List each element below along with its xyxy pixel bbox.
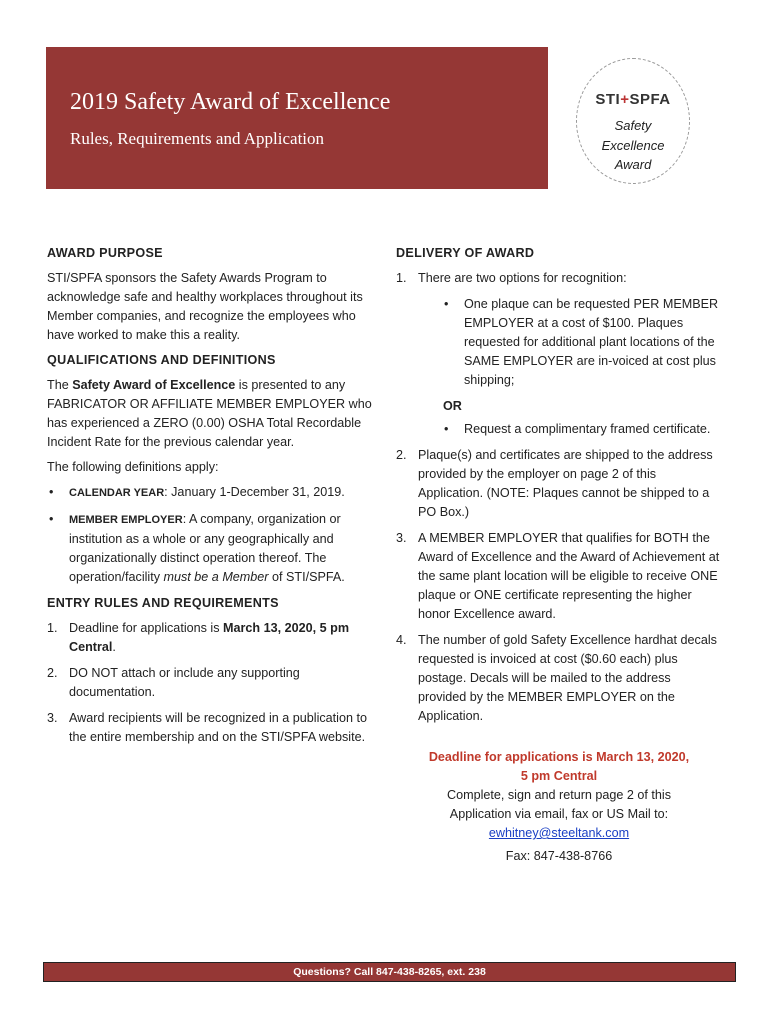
deadline-time: 5 pm Central xyxy=(520,769,598,783)
definition: of STI/SPFA. xyxy=(268,570,345,584)
deadline-notice: Deadline for applications is March 13, 2020, xyxy=(428,750,690,764)
text: The xyxy=(47,378,73,392)
instructions: Complete, sign and return page 2 of this Application via email, fax or US Mail to: xyxy=(446,788,672,821)
item-text: The number of gold Safety Excellence hardhat decals requested is invoiced at cost ($0.60 each) plus postage. Decals will be mailed to the address provided by the MEMBER EMPLOYER on the Application. xyxy=(418,633,717,723)
purpose-heading: AWARD PURPOSE xyxy=(47,246,163,260)
seal-line: Excellence xyxy=(601,137,665,153)
logo-plus: + xyxy=(620,91,630,108)
or-label: OR xyxy=(443,399,462,413)
item-text: There are two options for recognition: xyxy=(418,271,627,285)
seal-line: Award xyxy=(614,157,652,172)
delivery-item: 2. Plaque(s) and certificates are shipped to the address provided by the employer on page 2 of this Application. (NOTE: Plaques cannot be shipped to a PO Box.) xyxy=(396,448,713,519)
option-item: • One plaque can be requested PER MEMBER EMPLOYER at a cost of $100. Plaques requested for additional plant locations of the SAME EMPLOYER are in-voiced at cost plus shipping; xyxy=(442,295,722,390)
logo-right: SPFA xyxy=(629,91,671,108)
emphasis: must be a Member xyxy=(163,570,269,584)
entry-rule xyxy=(47,664,377,702)
entry-rule xyxy=(47,709,377,747)
fax-number: Fax: 847-438-8766 xyxy=(505,849,613,863)
left-column xyxy=(47,244,377,754)
rule-number: 1. xyxy=(47,621,58,635)
text: is presented to any FABRICATOR OR AFFILIATE MEMBER EMPLOYER who has experienced a ZERO (0.00) OSHA Total Recordable Incident Rate for the previous calendar year. xyxy=(47,378,372,449)
entry-rule xyxy=(47,619,377,657)
sti-spfa-logo xyxy=(577,91,689,108)
qualifications-heading: QUALIFICATIONS AND DEFINITIONS xyxy=(47,353,276,367)
rule-bold: March 13, 2020, 5 pm Central xyxy=(69,621,350,654)
delivery-item: 4. The number of gold Safety Excellence hardhat decals requested is invoiced at cost ($0.60 each) plus postage. Decals will be mailed to the address provided by the MEMBER EMPLOYER on the Application. xyxy=(396,633,717,723)
award-seal-logo xyxy=(576,58,690,184)
rule-number: 2. xyxy=(47,666,58,680)
right-column xyxy=(396,244,722,866)
qualifications-text xyxy=(47,376,377,452)
delivery-item: 1. There are two options for recognition: xyxy=(396,271,627,285)
award-name: Safety Award of Excellence xyxy=(72,378,236,392)
term: CALENDAR YEAR xyxy=(69,487,165,499)
item-text: A MEMBER EMPLOYER that qualifies for BOTH the Award of Excellence and the Award of Achievement at the same plant location will be eligible to receive ONE plaque or ONE certificate representing the higher honor Excellence award. xyxy=(418,531,720,621)
option-item: • Request a complimentary framed certificate. xyxy=(442,420,722,439)
definitions-intro: The following definitions apply: xyxy=(47,460,219,474)
email-link[interactable]: ewhitney@steeltank.com xyxy=(488,826,630,840)
delivery-heading: DELIVERY OF AWARD xyxy=(396,246,535,260)
page-title: 2019 Safety Award of Excellence xyxy=(70,89,391,115)
definition: : January 1-December 31, 2019. xyxy=(164,485,345,499)
logo-left: STI xyxy=(595,91,621,108)
definition-item xyxy=(47,483,377,503)
delivery-item: 3. A MEMBER EMPLOYER that qualifies for BOTH the Award of Excellence and the Award of Achievement at the same plant location will be eligible to receive ONE plaque or ONE certificate representing the higher honor Excellence award. xyxy=(396,531,720,621)
purpose-text: STI/SPFA sponsors the Safety Awards Program to acknowledge safe and healthy workplaces throughout its Member companies, and recognize the employees who have worked to make this a reality. xyxy=(47,271,363,342)
rule-number: 3. xyxy=(47,711,58,725)
term: MEMBER EMPLOYER xyxy=(69,514,183,526)
rule-text: Deadline for applications is xyxy=(69,621,224,635)
rule-end: . xyxy=(112,640,116,654)
footer-contact-bar: Questions? Call 847-438-8265, ext. 238 xyxy=(43,962,736,982)
definition: : A company, organization or institution as a whole or any geographically and organizationally distinct operation thereof. The operation/facility xyxy=(69,512,341,584)
definition-item xyxy=(47,510,377,587)
rule-text: Award recipients will be recognized in a publication to the entire membership and on the STI/SPFA website. xyxy=(69,711,367,744)
seal-line: Safety xyxy=(614,118,652,133)
item-text: Plaque(s) and certificates are shipped to the address provided by the employer on page 2 of this Application. (NOTE: Plaques cannot be shipped to a PO Box.) xyxy=(418,448,713,519)
page-subtitle: Rules, Requirements and Application xyxy=(70,129,325,148)
title-banner xyxy=(46,47,548,189)
entry-rules-heading: ENTRY RULES AND REQUIREMENTS xyxy=(47,596,279,610)
rule-text: DO NOT attach or include any supporting documentation. xyxy=(69,666,300,699)
